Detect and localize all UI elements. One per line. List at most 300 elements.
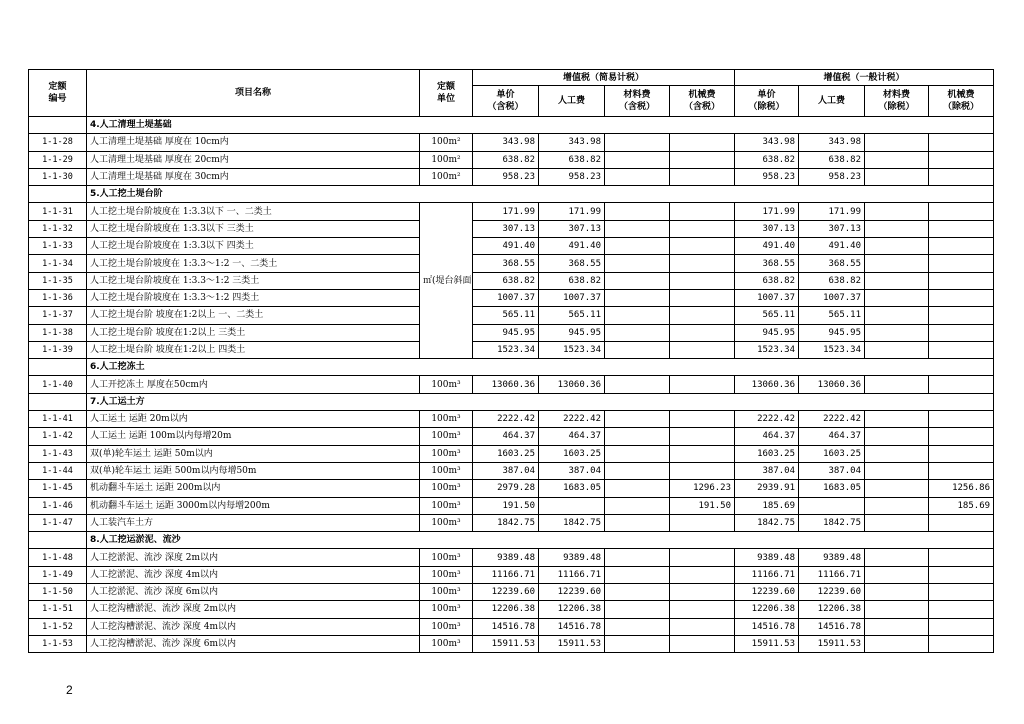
cell-machine-excl — [929, 289, 994, 306]
row-code: 1-1-29 — [29, 151, 87, 168]
row-unit: 100m³ — [420, 428, 473, 445]
section-row — [29, 186, 994, 203]
cell-labor-general: 638.82 — [799, 272, 865, 289]
row-unit: 100m³ — [420, 497, 473, 514]
section-code-cell — [29, 393, 87, 410]
cell-labor-general — [799, 497, 865, 514]
row-unit: 100m³ — [420, 635, 473, 652]
cell-labor: 13060.36 — [539, 376, 605, 393]
cell-labor: 638.82 — [539, 272, 605, 289]
row-code: 1-1-49 — [29, 566, 87, 583]
cell-price-incl: 307.13 — [473, 220, 539, 237]
cell-material-incl — [605, 480, 670, 497]
cell-price-excl: 9389.48 — [735, 549, 799, 566]
row-code: 1-1-42 — [29, 428, 87, 445]
cell-material-excl — [865, 238, 929, 255]
cell-machine-incl — [670, 428, 735, 445]
row-name: 人工开挖冻土 厚度在50cm内 — [87, 376, 420, 393]
row-code: 1-1-31 — [29, 203, 87, 220]
cell-machine-incl — [670, 307, 735, 324]
cell-labor: 11166.71 — [539, 566, 605, 583]
cell-price-excl: 1603.25 — [735, 445, 799, 462]
cell-labor-general: 1007.37 — [799, 289, 865, 306]
cell-material-excl — [865, 618, 929, 635]
cell-machine-incl — [670, 341, 735, 358]
cell-machine-excl — [929, 341, 994, 358]
merged-unit-cell: ㎡(堤台斜面 — [420, 203, 473, 359]
table-row — [29, 134, 994, 151]
cell-material-incl — [605, 341, 670, 358]
cell-labor: 12239.60 — [539, 584, 605, 601]
cell-labor: 171.99 — [539, 203, 605, 220]
cell-price-incl: 14516.78 — [473, 618, 539, 635]
cell-material-excl — [865, 151, 929, 168]
cell-machine-incl — [670, 168, 735, 185]
cell-labor-general: 638.82 — [799, 151, 865, 168]
cell-labor-general: 387.04 — [799, 462, 865, 479]
cell-machine-incl — [670, 618, 735, 635]
cell-material-excl — [865, 220, 929, 237]
cell-machine-incl — [670, 584, 735, 601]
row-code: 1-1-32 — [29, 220, 87, 237]
row-code: 1-1-51 — [29, 601, 87, 618]
section-title: 6.人工挖冻土 — [87, 359, 994, 376]
row-name: 人工挖土堤台阶 坡度在1:2以上 四类土 — [87, 341, 420, 358]
cell-material-incl — [605, 411, 670, 428]
cell-price-incl: 2979.28 — [473, 480, 539, 497]
row-name: 人工挖沟槽淤泥、流沙 深度 6m以内 — [87, 635, 420, 652]
row-unit: 100m³ — [420, 411, 473, 428]
cell-price-incl: 11166.71 — [473, 566, 539, 583]
cell-machine-incl — [670, 601, 735, 618]
section-code-cell — [29, 532, 87, 549]
cell-material-incl — [605, 238, 670, 255]
row-name: 人工挖淤泥、流沙 深度 4m以内 — [87, 566, 420, 583]
header-sub-price-excl: 单价 （除税） — [735, 86, 799, 117]
row-unit: 100m² — [420, 134, 473, 151]
cell-price-excl: 12206.38 — [735, 601, 799, 618]
cell-price-incl: 13060.36 — [473, 376, 539, 393]
row-code: 1-1-33 — [29, 238, 87, 255]
cell-material-incl — [605, 584, 670, 601]
header-sub-machine-incl: 机械费 （含税） — [670, 86, 735, 117]
header-group-general-tax: 增值税（一般计税） — [735, 70, 994, 86]
row-unit: 100m³ — [420, 462, 473, 479]
cell-material-incl — [605, 203, 670, 220]
row-name: 人工挖土堤台阶坡度在 1:3.3～1:2 一、二类土 — [87, 255, 420, 272]
table-row — [29, 341, 994, 358]
cell-machine-excl — [929, 203, 994, 220]
cell-material-excl — [865, 480, 929, 497]
row-code: 1-1-34 — [29, 255, 87, 272]
cell-material-incl — [605, 445, 670, 462]
cell-price-excl: 1523.34 — [735, 341, 799, 358]
cell-material-incl — [605, 566, 670, 583]
cell-machine-excl — [929, 272, 994, 289]
cell-machine-incl — [670, 566, 735, 583]
cell-material-incl — [605, 376, 670, 393]
cell-labor-general: 565.11 — [799, 307, 865, 324]
cell-machine-excl — [929, 307, 994, 324]
cell-labor: 387.04 — [539, 462, 605, 479]
cell-material-excl — [865, 324, 929, 341]
cell-labor: 2222.42 — [539, 411, 605, 428]
table-row — [29, 324, 994, 341]
row-code: 1-1-37 — [29, 307, 87, 324]
cell-price-incl: 15911.53 — [473, 635, 539, 652]
table-row — [29, 635, 994, 652]
cell-labor: 343.98 — [539, 134, 605, 151]
row-code: 1-1-46 — [29, 497, 87, 514]
cell-price-excl: 565.11 — [735, 307, 799, 324]
cell-machine-incl — [670, 272, 735, 289]
cell-price-incl: 565.11 — [473, 307, 539, 324]
table-row — [29, 238, 994, 255]
cell-material-incl — [605, 134, 670, 151]
row-name: 人工挖土堤台阶坡度在 1:3.3以下 一、二类土 — [87, 203, 420, 220]
cell-labor: 1007.37 — [539, 289, 605, 306]
section-title: 4.人工清理土堤基础 — [87, 117, 994, 134]
row-name: 人工清理土堤基础 厚度在 30cm内 — [87, 168, 420, 185]
cell-price-excl: 2939.91 — [735, 480, 799, 497]
cell-price-excl: 343.98 — [735, 134, 799, 151]
cell-machine-incl — [670, 220, 735, 237]
section-code-cell — [29, 117, 87, 134]
row-unit: 100m³ — [420, 549, 473, 566]
cell-price-excl: 958.23 — [735, 168, 799, 185]
section-row — [29, 117, 994, 134]
cell-machine-excl — [929, 255, 994, 272]
row-unit: 100m³ — [420, 480, 473, 497]
cell-labor: 368.55 — [539, 255, 605, 272]
row-code: 1-1-39 — [29, 341, 87, 358]
row-unit: 100m² — [420, 151, 473, 168]
table-row — [29, 584, 994, 601]
row-name: 人工挖沟槽淤泥、流沙 深度 4m以内 — [87, 618, 420, 635]
table-body — [29, 117, 994, 653]
cell-price-excl: 1842.75 — [735, 514, 799, 531]
header-sub-labor: 人工费 — [539, 86, 605, 117]
header-unit: 定额 单位 — [420, 70, 473, 117]
cell-material-excl — [865, 428, 929, 445]
cell-machine-excl — [929, 168, 994, 185]
row-code: 1-1-40 — [29, 376, 87, 393]
cell-labor: 1842.75 — [539, 514, 605, 531]
cell-material-incl — [605, 635, 670, 652]
cell-material-incl — [605, 255, 670, 272]
cell-price-excl: 14516.78 — [735, 618, 799, 635]
cell-machine-excl: 185.69 — [929, 497, 994, 514]
cell-material-excl — [865, 462, 929, 479]
cell-machine-excl — [929, 411, 994, 428]
table-row — [29, 445, 994, 462]
section-title: 8.人工挖运淤泥、流沙 — [87, 532, 994, 549]
cell-price-excl: 185.69 — [735, 497, 799, 514]
cell-labor-general: 12239.60 — [799, 584, 865, 601]
table-row — [29, 411, 994, 428]
row-code: 1-1-50 — [29, 584, 87, 601]
cell-machine-incl — [670, 238, 735, 255]
cell-material-incl — [605, 307, 670, 324]
cell-material-incl — [605, 289, 670, 306]
cell-labor: 1523.34 — [539, 341, 605, 358]
cell-price-excl: 387.04 — [735, 462, 799, 479]
cell-material-incl — [605, 324, 670, 341]
table-row — [29, 549, 994, 566]
table-row — [29, 255, 994, 272]
row-code: 1-1-28 — [29, 134, 87, 151]
row-unit: 100m³ — [420, 618, 473, 635]
row-code: 1-1-53 — [29, 635, 87, 652]
row-unit: 100m³ — [420, 584, 473, 601]
cell-labor: 307.13 — [539, 220, 605, 237]
cell-machine-excl — [929, 220, 994, 237]
cell-machine-incl: 1296.23 — [670, 480, 735, 497]
cell-material-excl — [865, 635, 929, 652]
cell-material-incl — [605, 272, 670, 289]
header-group-simple-tax: 增值税（简易计税） — [473, 70, 735, 86]
cell-labor-general: 13060.36 — [799, 376, 865, 393]
header-sub-price-incl: 单价 （含税） — [473, 86, 539, 117]
table-row — [29, 307, 994, 324]
cell-price-excl: 15911.53 — [735, 635, 799, 652]
cell-material-incl — [605, 168, 670, 185]
cell-labor-general: 368.55 — [799, 255, 865, 272]
cell-price-excl: 13060.36 — [735, 376, 799, 393]
cell-machine-excl — [929, 601, 994, 618]
section-code-cell — [29, 186, 87, 203]
header-sub-material-incl: 材料费 （含税） — [605, 86, 670, 117]
cell-labor-general: 343.98 — [799, 134, 865, 151]
cell-material-excl — [865, 566, 929, 583]
table-row — [29, 480, 994, 497]
cell-labor: 1683.05 — [539, 480, 605, 497]
section-title: 7.人工运土方 — [87, 393, 994, 410]
header-sub-material-excl: 材料费 （除税） — [865, 86, 929, 117]
row-name: 人工运土 运距 20m以内 — [87, 411, 420, 428]
cell-price-incl: 1842.75 — [473, 514, 539, 531]
cell-machine-incl — [670, 255, 735, 272]
cell-material-excl — [865, 549, 929, 566]
table-row — [29, 289, 994, 306]
row-unit: 100m³ — [420, 601, 473, 618]
section-row — [29, 359, 994, 376]
quota-table — [28, 69, 994, 653]
cell-machine-excl — [929, 376, 994, 393]
cell-price-incl: 12206.38 — [473, 601, 539, 618]
row-unit: 100m³ — [420, 376, 473, 393]
cell-price-incl: 1603.25 — [473, 445, 539, 462]
cell-price-incl: 191.50 — [473, 497, 539, 514]
table-row — [29, 168, 994, 185]
cell-labor-general: 1683.05 — [799, 480, 865, 497]
row-unit: 100m³ — [420, 445, 473, 462]
cell-labor: 638.82 — [539, 151, 605, 168]
table-row — [29, 203, 994, 220]
cell-material-excl — [865, 341, 929, 358]
cell-labor: 15911.53 — [539, 635, 605, 652]
cell-price-incl: 491.40 — [473, 238, 539, 255]
cell-machine-excl — [929, 584, 994, 601]
cell-price-excl: 12239.60 — [735, 584, 799, 601]
cell-machine-incl — [670, 635, 735, 652]
cell-material-incl — [605, 220, 670, 237]
cell-material-incl — [605, 151, 670, 168]
row-name: 人工挖土堤台阶坡度在 1:3.3以下 四类土 — [87, 238, 420, 255]
row-name: 人工挖土堤台阶 坡度在1:2以上 一、二类土 — [87, 307, 420, 324]
cell-labor — [539, 497, 605, 514]
row-name: 机动翻斗车运土 运距 3000m以内每增200m — [87, 497, 420, 514]
cell-price-incl: 1523.34 — [473, 341, 539, 358]
cell-price-excl: 368.55 — [735, 255, 799, 272]
header-name: 项目名称 — [87, 70, 420, 117]
row-name: 机动翻斗车运土 运距 200m以内 — [87, 480, 420, 497]
cell-material-incl — [605, 462, 670, 479]
cell-machine-excl — [929, 549, 994, 566]
cell-material-incl — [605, 514, 670, 531]
cell-price-excl: 171.99 — [735, 203, 799, 220]
header-sub-machine-excl: 机械费 （除税） — [929, 86, 994, 117]
cell-material-excl — [865, 289, 929, 306]
row-code: 1-1-36 — [29, 289, 87, 306]
cell-price-incl: 464.37 — [473, 428, 539, 445]
row-name: 人工运土 运距 100m以内每增20m — [87, 428, 420, 445]
cell-machine-excl — [929, 635, 994, 652]
cell-machine-excl — [929, 514, 994, 531]
cell-labor-general: 12206.38 — [799, 601, 865, 618]
cell-machine-excl — [929, 445, 994, 462]
cell-labor-general: 171.99 — [799, 203, 865, 220]
cell-price-incl: 9389.48 — [473, 549, 539, 566]
cell-labor-general: 11166.71 — [799, 566, 865, 583]
cell-material-incl — [605, 497, 670, 514]
cell-labor-general: 491.40 — [799, 238, 865, 255]
table-row — [29, 497, 994, 514]
row-name: 人工清理土堤基础 厚度在 20cm内 — [87, 151, 420, 168]
table-header — [29, 70, 994, 117]
cell-labor-general: 15911.53 — [799, 635, 865, 652]
cell-price-excl: 491.40 — [735, 238, 799, 255]
row-unit: 100m³ — [420, 514, 473, 531]
row-name: 人工挖土堤台阶坡度在 1:3.3～1:2 三类土 — [87, 272, 420, 289]
cell-labor: 464.37 — [539, 428, 605, 445]
cell-material-incl — [605, 428, 670, 445]
row-code: 1-1-41 — [29, 411, 87, 428]
cell-machine-incl — [670, 445, 735, 462]
page-number: 2 — [66, 683, 73, 697]
row-name: 人工挖土堤台阶坡度在 1:3.3以下 三类土 — [87, 220, 420, 237]
cell-labor-general: 1603.25 — [799, 445, 865, 462]
cell-machine-excl — [929, 134, 994, 151]
row-name: 人工挖沟槽淤泥、流沙 深度 2m以内 — [87, 601, 420, 618]
cell-machine-incl — [670, 411, 735, 428]
row-code: 1-1-43 — [29, 445, 87, 462]
cell-material-excl — [865, 584, 929, 601]
cell-material-excl — [865, 255, 929, 272]
cell-machine-excl — [929, 566, 994, 583]
cell-labor-general: 958.23 — [799, 168, 865, 185]
section-row — [29, 393, 994, 410]
cell-labor: 945.95 — [539, 324, 605, 341]
cell-labor-general: 2222.42 — [799, 411, 865, 428]
cell-labor-general: 1523.34 — [799, 341, 865, 358]
cell-labor-general: 14516.78 — [799, 618, 865, 635]
table-row — [29, 566, 994, 583]
cell-price-incl: 638.82 — [473, 151, 539, 168]
cell-price-excl: 638.82 — [735, 151, 799, 168]
cell-machine-incl — [670, 376, 735, 393]
cell-price-excl: 11166.71 — [735, 566, 799, 583]
cell-machine-excl — [929, 462, 994, 479]
cell-labor-general: 9389.48 — [799, 549, 865, 566]
cell-labor-general: 1842.75 — [799, 514, 865, 531]
row-code: 1-1-52 — [29, 618, 87, 635]
row-code: 1-1-38 — [29, 324, 87, 341]
cell-machine-incl — [670, 203, 735, 220]
cell-machine-excl — [929, 428, 994, 445]
cell-labor: 565.11 — [539, 307, 605, 324]
row-name: 人工挖淤泥、流沙 深度 2m以内 — [87, 549, 420, 566]
cell-price-incl: 387.04 — [473, 462, 539, 479]
row-name: 人工挖土堤台阶坡度在 1:3.3～1:2 四类土 — [87, 289, 420, 306]
table-row — [29, 376, 994, 393]
cell-material-excl — [865, 307, 929, 324]
cell-labor: 1603.25 — [539, 445, 605, 462]
cell-material-excl — [865, 411, 929, 428]
cell-labor: 9389.48 — [539, 549, 605, 566]
cell-price-incl: 171.99 — [473, 203, 539, 220]
cell-price-excl: 307.13 — [735, 220, 799, 237]
row-name: 人工装汽车土方 — [87, 514, 420, 531]
table-row — [29, 514, 994, 531]
cell-machine-excl: 1256.86 — [929, 480, 994, 497]
table-row — [29, 428, 994, 445]
header-sub-labor-general: 人工费 — [799, 86, 865, 117]
row-unit: 100m² — [420, 168, 473, 185]
cell-material-excl — [865, 203, 929, 220]
header-code: 定额 编号 — [29, 70, 87, 117]
row-name: 人工清理土堤基础 厚度在 10cm内 — [87, 134, 420, 151]
row-unit: 100m³ — [420, 566, 473, 583]
cell-labor-general: 464.37 — [799, 428, 865, 445]
cell-material-incl — [605, 549, 670, 566]
section-code-cell — [29, 359, 87, 376]
cell-price-incl: 945.95 — [473, 324, 539, 341]
row-name: 人工挖淤泥、流沙 深度 6m以内 — [87, 584, 420, 601]
cell-material-excl — [865, 497, 929, 514]
cell-machine-incl — [670, 514, 735, 531]
cell-machine-excl — [929, 151, 994, 168]
cell-price-incl: 368.55 — [473, 255, 539, 272]
row-code: 1-1-45 — [29, 480, 87, 497]
cell-machine-incl — [670, 289, 735, 306]
cell-labor-general: 307.13 — [799, 220, 865, 237]
cell-machine-incl — [670, 151, 735, 168]
cell-price-excl: 2222.42 — [735, 411, 799, 428]
cell-machine-incl: 191.50 — [670, 497, 735, 514]
cell-machine-incl — [670, 549, 735, 566]
cell-machine-incl — [670, 462, 735, 479]
cell-material-excl — [865, 445, 929, 462]
cell-price-incl: 12239.60 — [473, 584, 539, 601]
table-row — [29, 151, 994, 168]
row-code: 1-1-47 — [29, 514, 87, 531]
cell-price-incl: 1007.37 — [473, 289, 539, 306]
cell-material-excl — [865, 134, 929, 151]
cell-machine-incl — [670, 134, 735, 151]
cell-material-excl — [865, 272, 929, 289]
cell-price-excl: 1007.37 — [735, 289, 799, 306]
